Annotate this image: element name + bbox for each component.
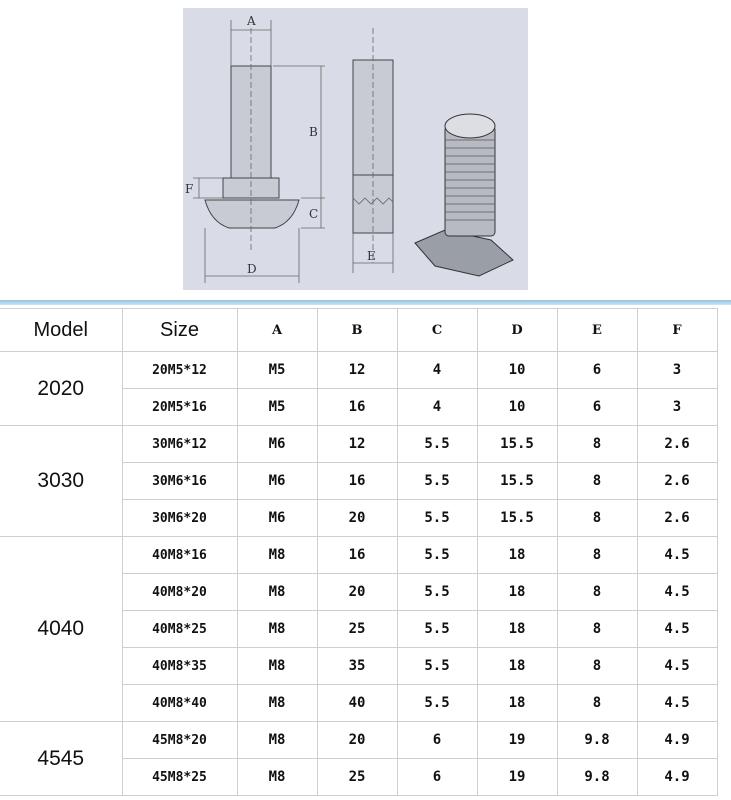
value-cell-d: 18 (477, 611, 557, 648)
technical-diagram (183, 8, 528, 290)
value-cell-e: 6 (557, 389, 637, 426)
value-cell-b: 20 (317, 574, 397, 611)
value-cell-a: M8 (237, 574, 317, 611)
size-cell: 40M8*40 (122, 685, 237, 722)
value-cell-a: M8 (237, 537, 317, 574)
value-cell-f: 4.5 (637, 537, 717, 574)
label-f: F (185, 182, 194, 196)
label-e: E (367, 249, 376, 263)
value-cell-d: 18 (477, 685, 557, 722)
value-cell-c: 5.5 (397, 574, 477, 611)
table-body (0, 352, 717, 796)
value-cell-c: 4 (397, 389, 477, 426)
value-cell-f: 4.5 (637, 648, 717, 685)
size-cell: 30M6*16 (122, 463, 237, 500)
table-row (0, 537, 717, 574)
value-cell-c: 5.5 (397, 648, 477, 685)
value-cell-c: 5.5 (397, 537, 477, 574)
value-cell-c: 5.5 (397, 500, 477, 537)
value-cell-a: M6 (237, 500, 317, 537)
divider-band (0, 300, 731, 305)
value-cell-d: 19 (477, 759, 557, 796)
value-cell-d: 15.5 (477, 463, 557, 500)
value-cell-e: 8 (557, 426, 637, 463)
value-cell-e: 6 (557, 352, 637, 389)
value-cell-d: 10 (477, 389, 557, 426)
value-cell-c: 6 (397, 722, 477, 759)
size-cell: 30M6*20 (122, 500, 237, 537)
t-bolt-drawing (183, 8, 528, 290)
model-cell: 2020 (0, 352, 122, 426)
col-header-d: D (477, 309, 557, 352)
value-cell-f: 4.5 (637, 574, 717, 611)
value-cell-f: 2.6 (637, 426, 717, 463)
iso-view (415, 114, 513, 276)
col-header-a: A (237, 309, 317, 352)
value-cell-c: 5.5 (397, 426, 477, 463)
value-cell-c: 6 (397, 759, 477, 796)
label-b: B (309, 125, 318, 139)
col-header-b: B (317, 309, 397, 352)
value-cell-e: 8 (557, 611, 637, 648)
value-cell-e: 9.8 (557, 759, 637, 796)
table-row (0, 722, 717, 759)
value-cell-e: 8 (557, 574, 637, 611)
value-cell-f: 3 (637, 352, 717, 389)
col-header-c: C (397, 309, 477, 352)
value-cell-a: M8 (237, 722, 317, 759)
col-header-f: F (637, 309, 717, 352)
model-cell: 3030 (0, 426, 122, 537)
label-d: D (247, 262, 257, 276)
size-cell: 20M5*16 (122, 389, 237, 426)
value-cell-b: 16 (317, 463, 397, 500)
label-c: C (309, 207, 319, 221)
header-row (0, 309, 717, 352)
value-cell-f: 4.5 (637, 611, 717, 648)
value-cell-e: 8 (557, 500, 637, 537)
size-cell: 40M8*35 (122, 648, 237, 685)
value-cell-a: M5 (237, 352, 317, 389)
value-cell-b: 16 (317, 537, 397, 574)
value-cell-e: 8 (557, 463, 637, 500)
value-cell-d: 18 (477, 537, 557, 574)
value-cell-b: 20 (317, 722, 397, 759)
col-header-model: Model (0, 309, 122, 352)
value-cell-b: 20 (317, 500, 397, 537)
table-row (0, 426, 717, 463)
model-cell: 4545 (0, 722, 122, 796)
size-cell: 20M5*12 (122, 352, 237, 389)
value-cell-d: 15.5 (477, 426, 557, 463)
value-cell-b: 35 (317, 648, 397, 685)
col-header-e: E (557, 309, 637, 352)
value-cell-c: 5.5 (397, 463, 477, 500)
spec-table (0, 308, 718, 796)
value-cell-b: 25 (317, 611, 397, 648)
value-cell-f: 4.9 (637, 759, 717, 796)
value-cell-d: 19 (477, 722, 557, 759)
value-cell-a: M8 (237, 759, 317, 796)
value-cell-d: 10 (477, 352, 557, 389)
value-cell-c: 5.5 (397, 611, 477, 648)
value-cell-a: M8 (237, 611, 317, 648)
value-cell-b: 16 (317, 389, 397, 426)
model-cell: 4040 (0, 537, 122, 722)
value-cell-f: 3 (637, 389, 717, 426)
side-view (205, 66, 299, 228)
table-row (0, 352, 717, 389)
value-cell-c: 5.5 (397, 685, 477, 722)
value-cell-b: 25 (317, 759, 397, 796)
size-cell: 40M8*20 (122, 574, 237, 611)
value-cell-b: 12 (317, 426, 397, 463)
value-cell-e: 8 (557, 685, 637, 722)
value-cell-a: M6 (237, 463, 317, 500)
col-header-size: Size (122, 309, 237, 352)
size-cell: 45M8*25 (122, 759, 237, 796)
value-cell-f: 2.6 (637, 500, 717, 537)
value-cell-f: 4.5 (637, 685, 717, 722)
label-a: A (247, 14, 256, 28)
spec-table-region (0, 300, 731, 800)
value-cell-f: 2.6 (637, 463, 717, 500)
value-cell-d: 18 (477, 574, 557, 611)
value-cell-c: 4 (397, 352, 477, 389)
value-cell-e: 9.8 (557, 722, 637, 759)
value-cell-d: 15.5 (477, 500, 557, 537)
value-cell-b: 40 (317, 685, 397, 722)
size-cell: 40M8*25 (122, 611, 237, 648)
value-cell-a: M8 (237, 685, 317, 722)
size-cell: 30M6*12 (122, 426, 237, 463)
value-cell-a: M6 (237, 426, 317, 463)
value-cell-f: 4.9 (637, 722, 717, 759)
value-cell-e: 8 (557, 537, 637, 574)
size-cell: 40M8*16 (122, 537, 237, 574)
value-cell-e: 8 (557, 648, 637, 685)
value-cell-a: M8 (237, 648, 317, 685)
size-cell: 45M8*20 (122, 722, 237, 759)
value-cell-d: 18 (477, 648, 557, 685)
value-cell-b: 12 (317, 352, 397, 389)
value-cell-a: M5 (237, 389, 317, 426)
